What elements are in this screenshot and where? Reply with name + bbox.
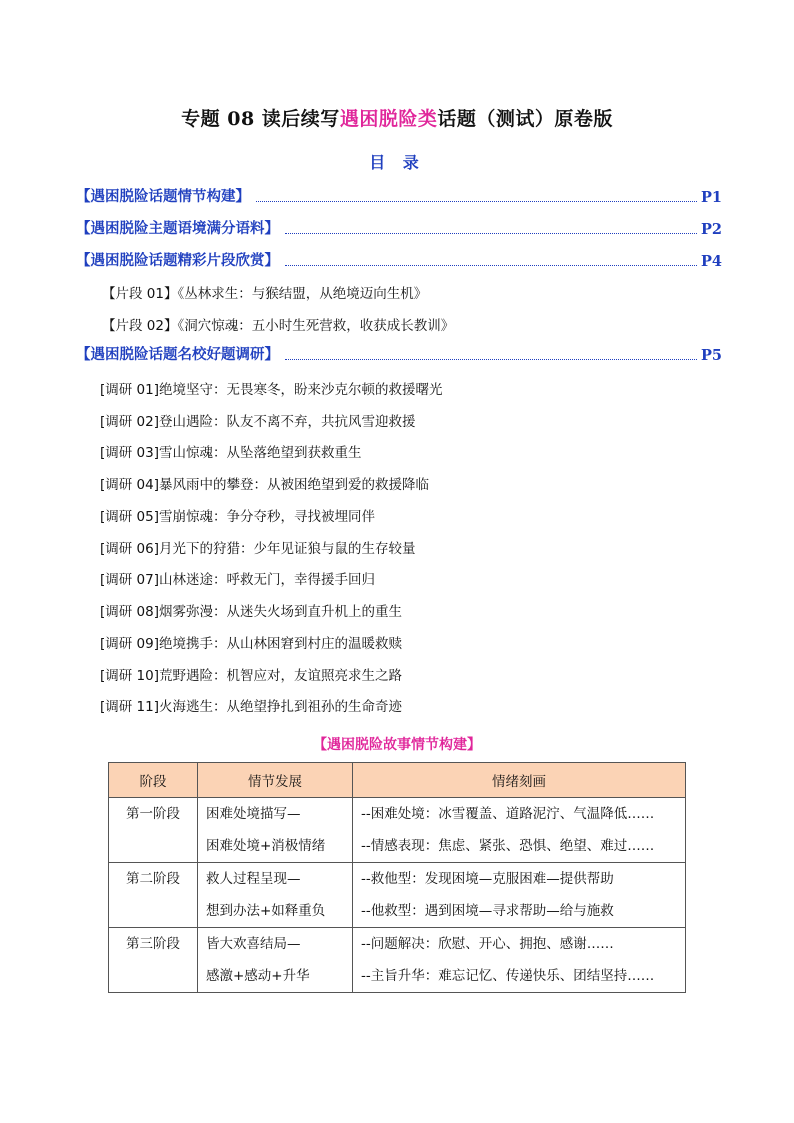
document-title [0, 104, 794, 131]
toc-survey-item[interactable]: [调研 07]山林迷途：呼救无门，幸得援手回归 [100, 572, 376, 588]
table-row [109, 928, 686, 993]
header-stage: 阶段 [109, 763, 198, 798]
toc-entry-label: 【遇困脱险话题精彩片段欣赏】 [76, 252, 279, 269]
toc-leader-dots [285, 265, 697, 266]
title-suffix: 话题（测试）原卷版 [437, 108, 613, 130]
plot-line: 困难处境描写— [206, 806, 301, 822]
toc-entry-page: P5 [701, 347, 722, 364]
emotion-line: --救他型：发现困境—克服困难—提供帮助 [361, 871, 614, 887]
toc-entry-label: 【遇困脱险话题情节构建】 [76, 188, 250, 205]
toc-survey-item[interactable]: [调研 06]月光下的狩猎：少年见证狼与鼠的生存较量 [100, 541, 416, 557]
toc-leader-dots [285, 233, 697, 234]
stage-cell [109, 863, 198, 928]
emotion-cell [353, 798, 686, 863]
toc-entry-page: P1 [701, 189, 722, 206]
stage-label: 第二阶段 [126, 871, 180, 887]
toc-entry-page: P4 [701, 253, 722, 270]
table-header-row [109, 763, 686, 798]
toc-survey-item[interactable]: [调研 02]登山遇险：队友不离不弃，共抗风雪迎救援 [100, 414, 416, 430]
toc-survey-item[interactable]: [调研 05]雪崩惊魂：争分夺秒，寻找被埋同伴 [100, 509, 376, 525]
stage-label: 第三阶段 [126, 936, 180, 952]
toc-heading: 目 录 [369, 153, 425, 172]
emotion-line: --主旨升华：难忘记忆、传递快乐、团结坚持…… [361, 968, 655, 984]
title-highlight: 遇困脱险类 [339, 108, 438, 130]
plot-line: 感激+感动+升华 [206, 968, 310, 984]
toc-survey-item[interactable]: [调研 11]火海逃生：从绝望挣扎到祖孙的生命奇迹 [100, 699, 403, 715]
emotion-cell [353, 863, 686, 928]
toc-survey-item[interactable]: [调研 10]荒野遇险：机智应对，友谊照亮求生之路 [100, 668, 403, 684]
stage-cell [109, 798, 198, 863]
toc-entry-label: 【遇困脱险主题语境满分语料】 [76, 220, 279, 237]
toc-entry[interactable] [76, 248, 722, 270]
toc-entry-label: 【遇困脱险话题名校好题调研】 [76, 346, 279, 363]
emotion-line: --问题解决：欣慰、开心、拥抱、感谢…… [361, 936, 614, 952]
plot-cell [198, 798, 353, 863]
stage-cell [109, 928, 198, 993]
toc-entry[interactable] [76, 184, 722, 206]
toc-survey-item[interactable]: [调研 01]绝境坚守：无畏寒冬，盼来沙克尔顿的救援曙光 [100, 382, 443, 398]
toc-fragment-item[interactable]: 【片段 02】《洞穴惊魂：五小时生死营救，收获成长教训》 [102, 318, 455, 334]
toc-fragment-item[interactable]: 【片段 01】《丛林求生：与猴结盟，从绝境迈向生机》 [102, 286, 428, 302]
header-plot: 情节发展 [198, 763, 353, 798]
toc-survey-item[interactable]: [调研 09]绝境携手：从山林困窘到村庄的温暖救赎 [100, 636, 403, 652]
toc-entry-page: P2 [701, 221, 722, 238]
toc-survey-item[interactable]: [调研 08]烟雾弥漫：从迷失火场到直升机上的重生 [100, 604, 403, 620]
table-row [109, 863, 686, 928]
plot-line: 皆大欢喜结局— [206, 936, 301, 952]
toc-survey-item[interactable]: [调研 03]雪山惊魂：从坠落绝望到获救重生 [100, 445, 362, 461]
emotion-line: --他救型：遇到困境—寻求帮助—给与施救 [361, 903, 614, 919]
table-title: 【遇困脱险故事情节构建】 [313, 737, 481, 753]
emotion-line: --情感表现：焦虑、紧张、恐惧、绝望、难过…… [361, 838, 655, 854]
header-emotion: 情绪刻画 [353, 763, 686, 798]
plot-structure-table [108, 762, 686, 993]
toc-survey-item[interactable]: [调研 04]暴风雨中的攀登：从被困绝望到爱的救援降临 [100, 477, 430, 493]
plot-cell [198, 863, 353, 928]
plot-cell [198, 928, 353, 993]
emotion-line: --困难处境：冰雪覆盖、道路泥泞、气温降低…… [361, 806, 655, 822]
toc-entry[interactable] [76, 342, 722, 364]
plot-line: 救人过程呈现— [206, 871, 301, 887]
title-prefix: 专题 08 读后续写 [181, 108, 340, 130]
stage-label: 第一阶段 [126, 806, 180, 822]
plot-line: 困难处境+消极情绪 [206, 838, 326, 854]
toc-leader-dots [285, 359, 697, 360]
toc-entry[interactable] [76, 216, 722, 238]
toc-leader-dots [256, 201, 697, 202]
table-row [109, 798, 686, 863]
plot-line: 想到办法+如释重负 [206, 903, 326, 919]
emotion-cell [353, 928, 686, 993]
